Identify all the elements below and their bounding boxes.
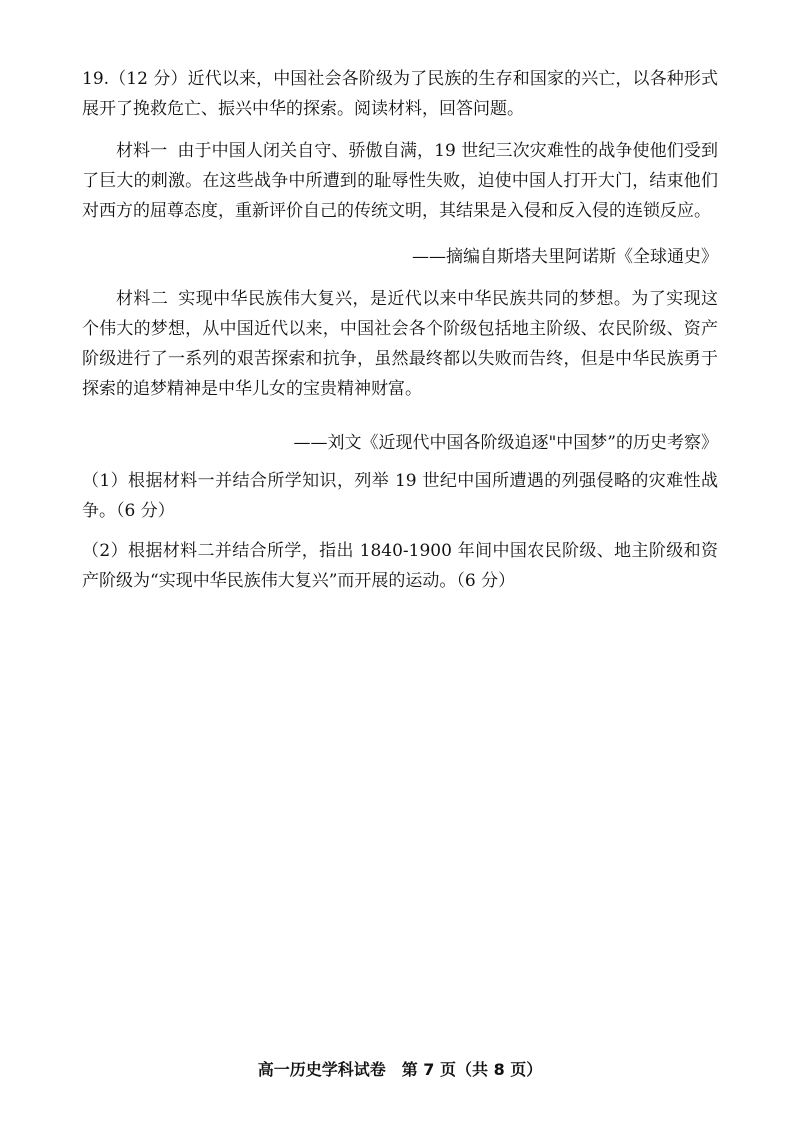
question-stem <box>82 64 718 124</box>
subquestion-1: （1）根据材料一并结合所学知识，列举 19 世纪中国所遭遇的列强侵略的灾难性战争。（6 分） <box>82 471 718 521</box>
question-number: 19. <box>82 69 110 89</box>
material-two-source: ——刘文《近现代中国各阶级追逐"中国梦”的历史考察》 <box>293 433 718 453</box>
page-footer: 高一历史学科试卷 第 7 页（共 8 页） <box>257 1060 543 1079</box>
material-two <box>82 284 718 404</box>
question-score: （12 分） <box>109 69 188 89</box>
material-one-source: ——摘编自斯塔夫里阿诺斯《全球通史》 <box>412 247 718 267</box>
material-two-label: 材料二 <box>116 289 169 309</box>
question-stem-text: 近代以来，中国社会各阶级为了民族的生存和国家的兴亡，以各种形式展开了挽救危亡、振兴中华的探索。阅读材料，回答问题。 <box>82 69 718 119</box>
material-one-label: 材料一 <box>116 141 168 161</box>
material-one <box>82 136 718 226</box>
material-one-text: 由于中国人闭关自守、骄傲自满，19 世纪三次灾难性的战争使他们受到了巨大的刺激。在这些战争中所遭到的耻辱性失败，迫使中国人打开大门，结束他们对西方的屈尊态度，重新评价自己的传统文明，其结果是入侵和反入侵的连锁反应。 <box>82 141 718 221</box>
subquestion-2: （2）根据材料二并结合所学，指出 1840-1900 年间中国农民阶级、地主阶级和资产阶级为“实现中华民族伟大复兴”而开展的运动。（6 分） <box>82 541 718 591</box>
material-two-text: 实现中华民族伟大复兴，是近代以来中华民族共同的梦想。为了实现这个伟大的梦想，从中国近代以来，中国社会各个阶级包括地主阶级、农民阶级、资产阶级进行了一系列的艰苦探索和抗争，虽然最终都以失败而告终，但是中华民族勇于探索的追梦精神是中华儿女的宝贵精神财富。 <box>82 289 719 399</box>
